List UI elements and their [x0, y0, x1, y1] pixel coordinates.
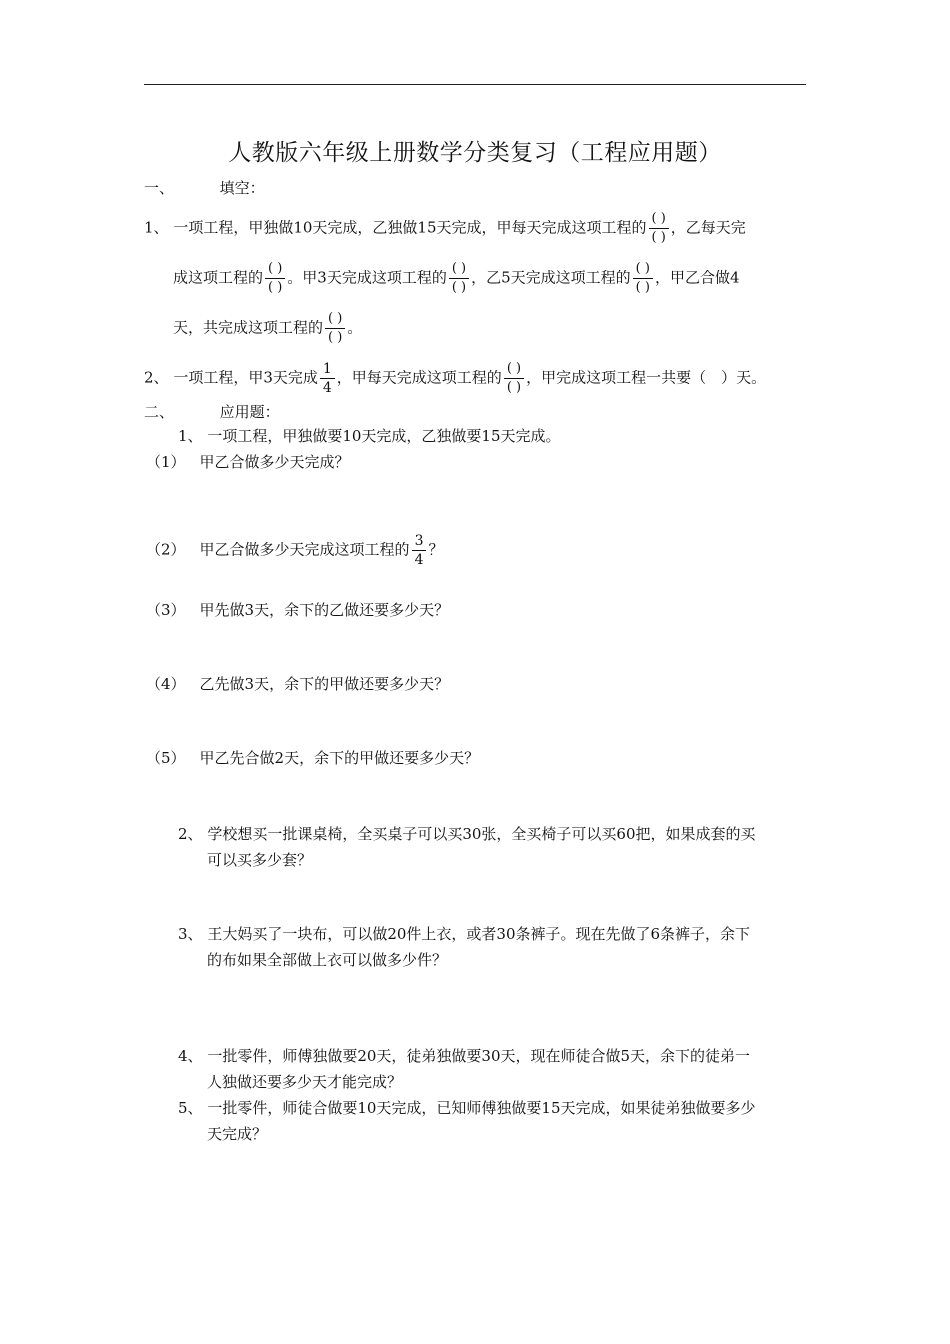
application-question-3-text: 王大妈买了一块布，可以做20件上衣，或者30条裤子。现在先做了6条裤子，余下	[207, 925, 751, 943]
fill-question-1-text-a: 一项工程，甲独做10天完成，乙独做15天完成，甲每天完成这项工程的	[173, 218, 647, 237]
sub-question-2	[146, 534, 444, 567]
sub-question-tail: ？	[428, 540, 444, 559]
application-question-2-line-2: 可以买多少套？	[207, 851, 313, 869]
blank-numerator: ( )	[633, 262, 653, 279]
fill-question-1-text-h: 。	[347, 318, 363, 337]
sub-question-text: 甲乙先合做2天，余下的甲做还要多少天？	[199, 749, 480, 767]
section-1-heading	[144, 178, 265, 198]
fraction-three-quarters	[412, 534, 427, 567]
blank-denominator: ( )	[451, 280, 467, 295]
blank-fraction	[265, 262, 285, 295]
sub-question-4	[146, 674, 449, 694]
sub-question-text: 甲先做3天，余下的乙做还要多少天？	[199, 601, 450, 619]
section-1-number: 一、	[144, 179, 175, 197]
application-question-5-line-1	[178, 1098, 756, 1118]
application-question-5-line-2: 天完成？	[207, 1125, 268, 1143]
fraction-denominator: 4	[322, 380, 332, 396]
fill-question-1-text-d: 。甲3天完成这项工程的	[287, 268, 447, 287]
blank-fraction	[504, 362, 524, 395]
sub-question-number: （3）	[146, 601, 186, 619]
blank-denominator: ( )	[506, 380, 522, 395]
application-question-1-text: 一项工程，甲独做要10天完成，乙独做要15天完成。	[207, 427, 561, 445]
fill-question-1-line-1	[144, 212, 746, 245]
fraction-one-quarter	[320, 362, 335, 395]
application-question-4-line-1	[178, 1046, 750, 1066]
section-2-heading	[144, 402, 280, 422]
fill-question-1-text-b: ，乙每天完	[670, 218, 746, 237]
fraction-numerator: 3	[412, 534, 427, 551]
header-rule	[144, 84, 806, 85]
fill-question-1-text-g: 天，共完成这项工程的	[173, 318, 324, 337]
sub-question-1	[146, 452, 350, 472]
blank-numerator: ( )	[449, 262, 469, 279]
application-question-2-line-1	[178, 824, 756, 844]
application-question-5-number: 5、	[178, 1099, 203, 1117]
application-question-1	[178, 426, 561, 446]
section-2-label: 应用题：	[219, 403, 280, 421]
fill-question-1-line-3	[173, 312, 362, 345]
sub-question-text: 甲乙合做多少天完成？	[199, 453, 350, 471]
fraction-numerator: 1	[320, 362, 335, 379]
fill-question-1-line-2	[173, 262, 740, 295]
sub-question-number: （2）	[146, 540, 186, 559]
blank-numerator: ( )	[649, 212, 669, 229]
fill-question-1-number: 1、	[144, 218, 169, 237]
blank-denominator: ( )	[328, 330, 343, 345]
page-title: 人教版六年级上册数学分类复习（工程应用题）	[228, 140, 722, 166]
blank-numerator: ( )	[504, 362, 524, 379]
application-question-5-text: 一批零件，师徒合做要10天完成，已知师傅独做要15天完成，如果徒弟独做要多少	[207, 1099, 756, 1117]
fill-question-1-text-c: 成这项工程的	[173, 268, 264, 287]
fill-question-1-text-f: ，甲乙合做4	[654, 268, 740, 287]
blank-denominator: ( )	[651, 230, 666, 245]
blank-fraction	[633, 262, 653, 295]
fill-question-2-text-b: ，甲每天完成这项工程的	[336, 368, 502, 387]
sub-question-text: 乙先做3天，余下的甲做还要多少天？	[199, 675, 450, 693]
fill-question-2-text-c: ，甲完成这项工程一共要（ ）天。	[526, 368, 767, 387]
application-question-4-text: 一批零件，师傅独做要20天，徒弟独做要30天，现在师徒合做5天，余下的徒弟一	[207, 1047, 751, 1065]
blank-fraction	[649, 212, 669, 245]
application-question-3-line-2: 的布如果全部做上衣可以做多少件？	[207, 951, 448, 969]
fill-question-2-number: 2、	[144, 368, 169, 387]
blank-denominator: ( )	[635, 280, 650, 295]
application-question-2-text: 学校想买一批课桌椅，全买桌子可以买30张，全买椅子可以买60把，如果成套的买	[207, 825, 756, 843]
section-1-label: 填空：	[219, 179, 265, 197]
blank-fraction	[325, 312, 345, 345]
application-question-2-number: 2、	[178, 825, 203, 843]
sub-question-number: （4）	[146, 675, 186, 693]
application-question-3-line-1	[178, 924, 750, 944]
fill-question-2	[144, 362, 766, 395]
application-question-4-number: 4、	[178, 1047, 203, 1065]
sub-question-number: （5）	[146, 749, 186, 767]
application-question-1-number: 1、	[178, 427, 203, 445]
blank-denominator: ( )	[268, 280, 283, 295]
sub-question-5	[146, 748, 479, 768]
fraction-denominator: 4	[414, 552, 424, 568]
blank-numerator: ( )	[265, 262, 285, 279]
sub-question-number: （1）	[146, 453, 186, 471]
application-question-4-line-2: 人独做还要多少天才能完成？	[207, 1073, 403, 1091]
section-2-number: 二、	[144, 403, 175, 421]
sub-question-3	[146, 600, 449, 620]
application-question-3-number: 3、	[178, 925, 203, 943]
blank-fraction	[449, 262, 469, 295]
sub-question-text: 甲乙合做多少天完成这项工程的	[199, 540, 410, 559]
blank-numerator: ( )	[325, 312, 345, 329]
fill-question-2-text-a: 一项工程，甲3天完成	[173, 368, 318, 387]
fill-question-1-text-e: ，乙5天完成这项工程的	[471, 268, 631, 287]
